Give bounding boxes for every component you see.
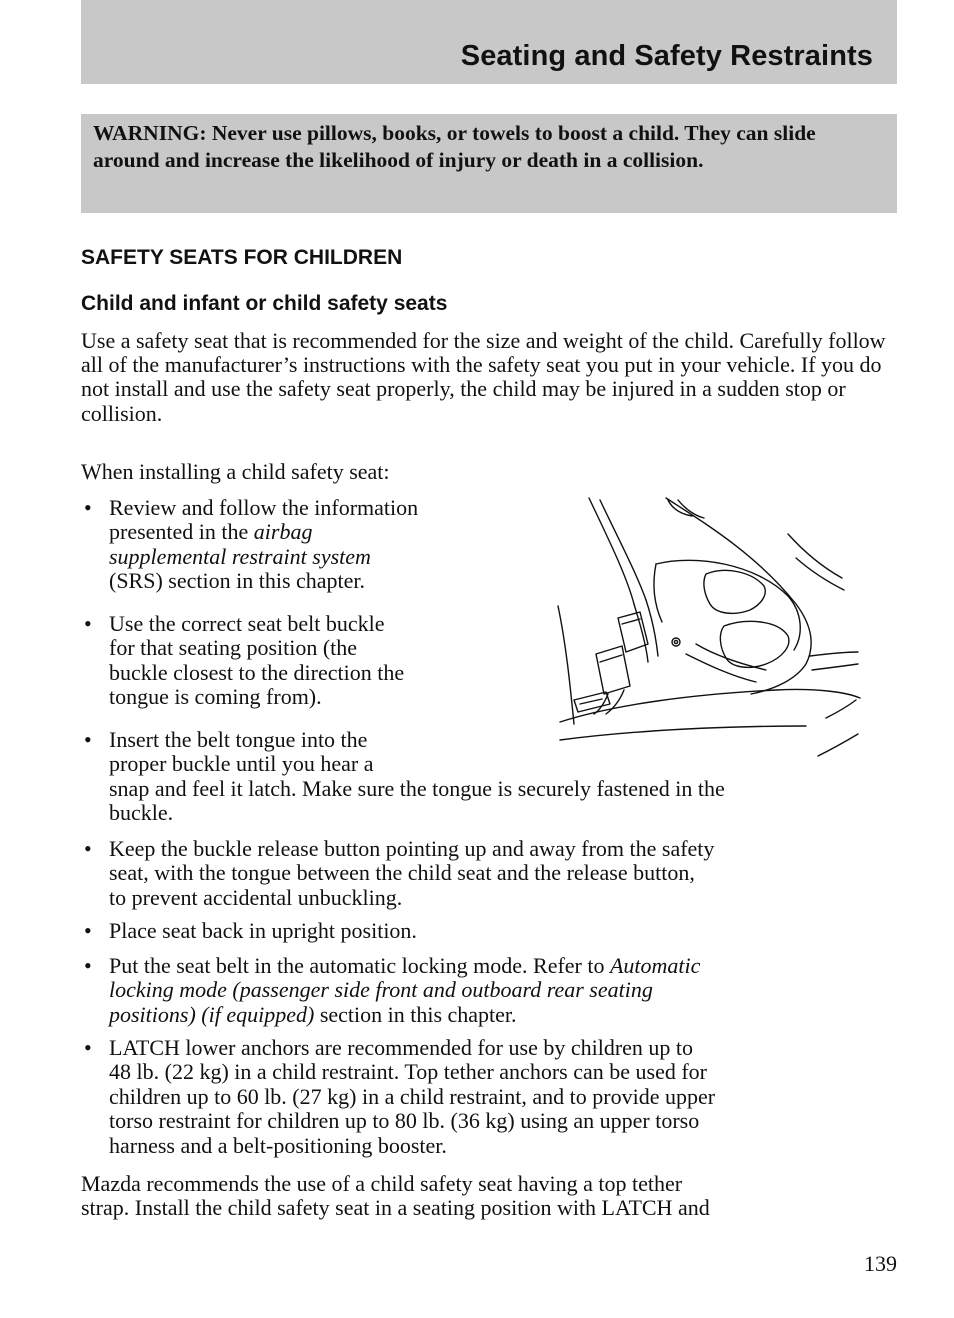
seat-belt-buckle-illustration	[556, 494, 862, 766]
list-item-line: Use the correct seat belt buckle	[109, 611, 385, 636]
list-item-line-part: Put the seat belt in the automatic locking mode. Refer to	[109, 953, 610, 978]
list-item-line-italic: positions) (if equipped)	[109, 1001, 315, 1027]
list-item-line	[109, 978, 899, 1002]
list-item-line	[109, 954, 899, 978]
list-item-line: torso restraint for children up to 80 lb. (36 kg) using an upper torso	[109, 1108, 700, 1134]
list-item-line	[109, 520, 559, 544]
list-item-line: Review and follow the information	[109, 495, 419, 520]
list-item-line: children up to 60 lb. (27 kg) in a child restraint, and to provide upper	[109, 1083, 716, 1109]
bullet-dot: •	[84, 727, 92, 752]
list-item-text	[109, 837, 899, 910]
list-item-line: 48 lb. (22 kg) in a child restraint. Top tether anchors can be used for	[109, 1059, 707, 1085]
list-item-line: buckle.	[109, 800, 174, 826]
header-band	[81, 0, 897, 84]
list-item-line: Insert the belt tongue into the	[109, 727, 368, 752]
bullet-dot: •	[84, 836, 92, 861]
list-item-text	[109, 1036, 899, 1158]
list-item-line-italic: locking mode (passenger side front and outboard rear seating	[109, 977, 653, 1003]
page-number: 139	[864, 1251, 897, 1276]
list-item-line: Keep the buckle release button pointing up and away from the safety	[109, 836, 715, 861]
bullet-dot: •	[84, 918, 92, 943]
list-item-line: to prevent accidental unbuckling.	[109, 884, 403, 910]
list-item-line	[109, 545, 559, 569]
list-item-line: Place seat back in upright position.	[109, 918, 417, 943]
list-item-line: harness and a belt-positioning booster.	[109, 1132, 447, 1158]
list-item-line: LATCH lower anchors are recommended for use by children up to	[109, 1035, 694, 1060]
list-item-line-part: presented in the	[109, 519, 254, 545]
list-item-line: for that seating position (the	[109, 635, 358, 661]
intro-paragraph: Use a safety seat that is recommended for the size and weight of the child. Carefully follow all of the manufacturer’s instructions with the safety seat you put in your vehicle. If you do not install and use the safety seat properly, the child may be injured in a sudden stop or collision.	[81, 328, 886, 426]
list-item-line: tongue is coming from).	[109, 684, 322, 710]
list-item-line-italic: airbag	[253, 519, 313, 545]
list-item-line-italic: Automatic	[609, 953, 701, 978]
list-item-line: snap and feel it latch. Make sure the tongue is securely fastened in the	[109, 775, 725, 801]
list-item-text	[109, 919, 899, 943]
installing-lead: When installing a child safety seat:	[81, 459, 390, 484]
section-heading: SAFETY SEATS FOR CHILDREN	[81, 246, 403, 269]
subsection-heading: Child and infant or child safety seats	[81, 292, 448, 315]
list-item-text	[109, 954, 899, 1027]
warning-text: WARNING: Never use pillows, books, or towels to boost a child. They can slide around and increase the likelihood of injury or death in a collision.	[93, 121, 816, 172]
list-item-line: proper buckle until you hear a	[109, 751, 374, 777]
list-item-line: seat, with the tongue between the child seat and the release button,	[109, 860, 695, 886]
closing-paragraph-line: strap. Install the child safety seat in a seating position with LATCH and	[81, 1195, 710, 1221]
bullet-dot: •	[84, 611, 92, 636]
list-item-line-italic: supplemental restraint system	[109, 543, 371, 569]
list-item-line: (SRS) section in this chapter.	[109, 568, 366, 594]
closing-paragraph-line: Mazda recommends the use of a child safety seat having a top tether	[81, 1171, 683, 1196]
bullet-dot: •	[84, 953, 92, 978]
list-item-text	[109, 496, 559, 594]
bullet-dot: •	[84, 1035, 92, 1060]
list-item-line-part: section in this chapter.	[314, 1001, 517, 1027]
page-title: Seating and Safety Restraints	[460, 40, 873, 72]
bullet-dot: •	[84, 495, 92, 520]
list-item-text	[109, 612, 559, 710]
warning-box	[81, 114, 897, 213]
list-item-line	[109, 1003, 899, 1027]
closing-paragraph	[81, 1172, 897, 1220]
list-item-line: buckle closest to the direction the	[109, 659, 405, 685]
